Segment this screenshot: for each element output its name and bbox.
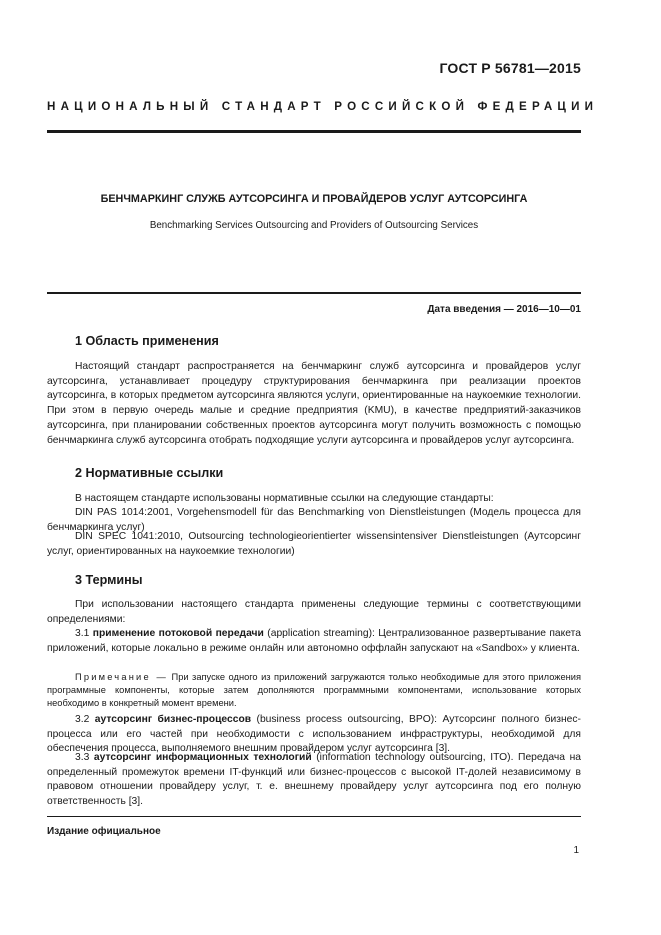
term-title: аутсорсинг бизнес-процессов — [94, 714, 252, 725]
term-number: 3.1 — [75, 628, 90, 639]
term-number: 3.2 — [75, 714, 90, 725]
national-standard-banner: НАЦИОНАЛЬНЫЙ СТАНДАРТ РОССИЙСКОЙ ФЕДЕРАЦИИ — [47, 100, 599, 113]
normative-ref-2: DIN SPEC 1041:2010, Outsourcing technologieorientierter wissensintensiver Dienstleistungen (Аутсорсинг услуг, ориентированных на наукоемкие технологии) — [47, 531, 581, 557]
document-number: ГОСТ Р 56781—2015 — [439, 60, 581, 76]
document-title-en: Benchmarking Services Outsourcing and Providers of Outsourcing Services — [149, 220, 479, 231]
edition-label: Издание официальное — [47, 826, 161, 837]
term-3-1 — [47, 627, 581, 656]
normative-ref-1: DIN PAS 1014:2001, Vorgehensmodell für das Benchmarking von Dienstleistungen (Модель процесса для бенчмаркинга услуг) — [47, 507, 581, 533]
term-title: применение потоковой передачи — [92, 628, 264, 639]
document-title-ru: БЕНЧМАРКИНГ СЛУЖБ АУТСОРСИНГА И ПРОВАЙДЕРОВ УСЛУГ АУТСОРСИНГА — [100, 193, 528, 205]
section-3-heading: 3 Термины — [75, 573, 143, 587]
section-2-intro: В настоящем стандарте использованы нормативные ссылки на следующие стандарты: — [75, 493, 494, 504]
introduction-date: Дата введения — 2016—10—01 — [427, 304, 581, 315]
section-2-heading: 2 Нормативные ссылки — [75, 466, 224, 480]
footer-divider — [47, 816, 581, 817]
term-definition: (information technology outsourcing, ITO). Передача на определенный промежуток времени IT-функций или бизнес-процессов с высокой IT-долей независимому в правовом отношении провайдеру услуг, т. е. внешнему провайдеру услуг аутсорсинга под его полную ответственность [3]. — [47, 752, 581, 808]
term-definition: (application streaming): Централизованное развертывание пакета приложений, которые локально в режиме онлайн или автономно оффлайн запускают на «Sandbox» у клиента. — [47, 628, 581, 654]
section-1-text: Настоящий стандарт распространяется на бенчмаркинг служб аутсорсинга и провайдеров услуг аутсорсинга, устанавливает процедуру структурирования бенчмаркинга при реализации проектов аутсорсинга, в которых предметом аутсорсинга являются услуги, ориентированные на наукоемкие технологии. При этом в первую очередь малые и средние предприятия (KMU), в качестве предприятий-заказчиков аутсорсинга, при планировании собственных проектов аутсорсинга могут получить возможность с помощью бенчмаркинга служб аутсорсинга отобрать подходящие услуги аутсорсинга и провайдеров услуг аутсорсинга. — [47, 361, 581, 446]
page-number: 1 — [573, 845, 579, 856]
section-3-intro: При использовании настоящего стандарта применены следующие термины с соответствующими определениями: — [47, 599, 581, 625]
term-number: 3.3 — [75, 752, 90, 763]
header-divider — [47, 130, 581, 133]
note-text: При запуске одного из приложений загружаются только необходимые для этого приложения программные компоненты, которые затем дополняются программными компонентами, использование которых необходимо в конкретный момент времени. — [47, 672, 582, 708]
section-1-heading: 1 Область применения — [75, 334, 219, 348]
term-3-3 — [47, 751, 581, 810]
note-label: Примечание — — [75, 672, 169, 682]
term-title: аутсорсинг информационных технологий — [93, 752, 312, 763]
term-3-1-note — [47, 671, 581, 710]
title-divider — [47, 292, 581, 294]
term-definition: (business process outsourcing, BPO): Аутсорсинг полного бизнес-процесса или его частей при необходимости с использованием инфраструктуры, необходимой для обеспечения процесса, выполняемого внешним провайдером услуг аутсорсинга [3]. — [47, 714, 581, 755]
